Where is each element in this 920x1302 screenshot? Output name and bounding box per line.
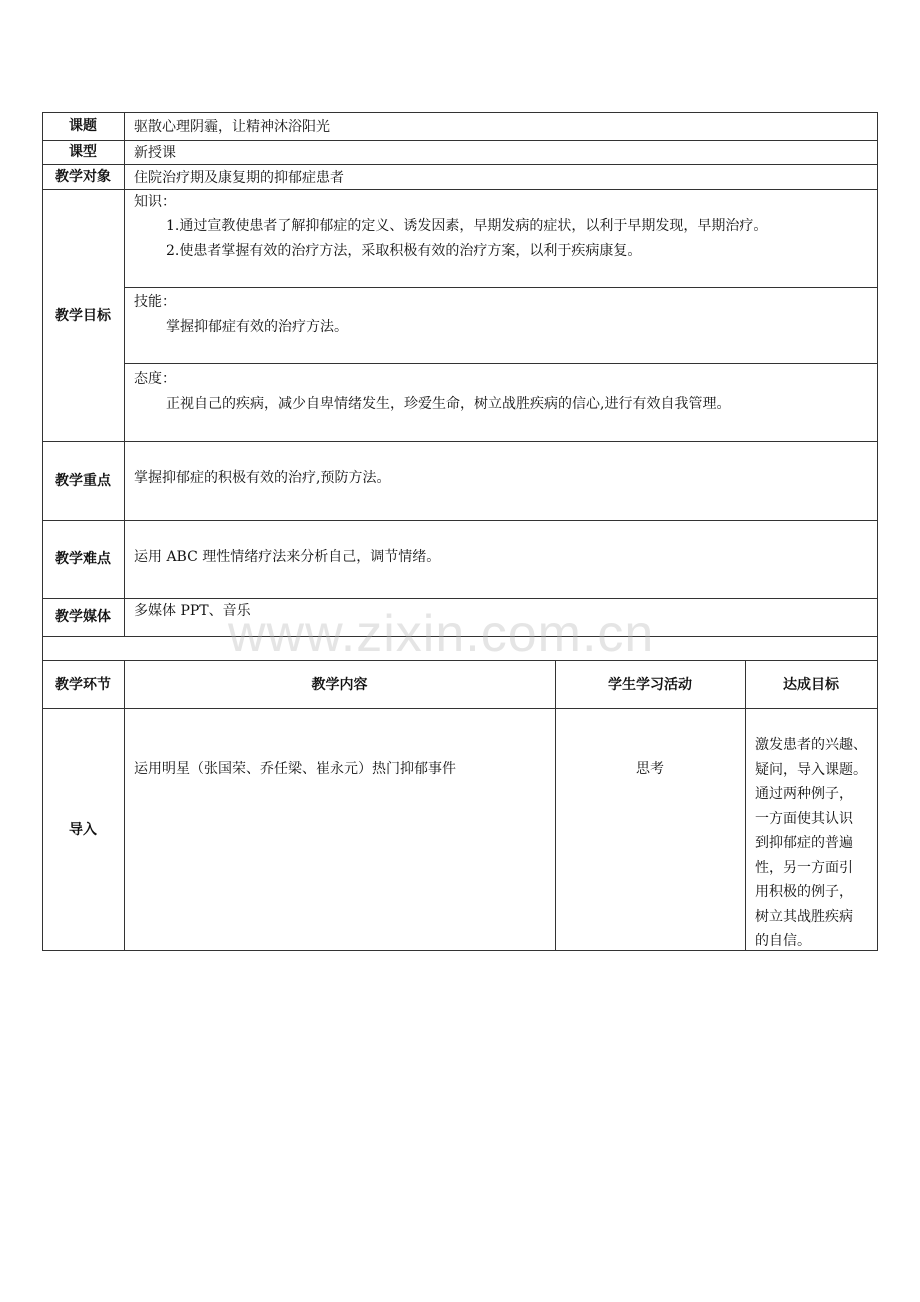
goal-line: 的自信。: [755, 933, 811, 949]
goal-line: 树立其战胜疾病: [755, 908, 853, 925]
goal-line: 激发患者的兴趣、: [755, 737, 867, 753]
media-label: 教学媒体: [55, 609, 111, 625]
header-goal: 达成目标: [783, 677, 839, 693]
rule: [42, 598, 878, 599]
key-point-label: 教学重点: [55, 473, 111, 489]
media-value: 多媒体 PPT、音乐: [134, 603, 251, 619]
header-stage: 教学环节: [55, 677, 111, 693]
knowledge-heading: 知识：: [134, 194, 176, 210]
header-activity: 学生学习活动: [608, 677, 692, 693]
goal-line: 到抑郁症的普遍: [755, 835, 853, 851]
rule: [42, 112, 878, 113]
rule: [42, 164, 878, 165]
rule: [124, 660, 125, 950]
skill-item: 掌握抑郁症有效的治疗方法。: [166, 319, 348, 335]
rule: [124, 363, 878, 364]
topic-value: 驱散心理阴霾，让精神沐浴阳光: [134, 119, 330, 135]
skill-heading: 技能：: [134, 294, 176, 310]
rule: [555, 660, 556, 950]
goal-line: 疑问，导入课题。: [755, 761, 867, 778]
goal-line: 一方面使其认识: [755, 810, 853, 827]
rule: [877, 112, 878, 951]
attitude-heading: 态度：: [134, 371, 176, 387]
goal-line: 通过两种例子，: [755, 786, 853, 802]
rule: [745, 660, 746, 950]
activity-cell: 思考: [636, 761, 664, 777]
type-value: 新授课: [134, 145, 176, 161]
audience-value: 住院治疗期及康复期的抑郁症患者: [134, 170, 344, 186]
rule: [124, 112, 125, 636]
topic-label: 课题: [69, 118, 97, 134]
attitude-item: 正视自己的疾病，减少自卑情绪发生，珍爱生命，树立战胜疾病的信心,进行有效自我管理。: [166, 396, 731, 412]
audience-label: 教学对象: [55, 169, 111, 185]
rule: [42, 950, 878, 951]
content-cell: 运用明星（张国荣、乔任梁、崔永元）热门抑郁事件: [134, 761, 456, 777]
header-content: 教学内容: [311, 677, 368, 693]
stage-cell: 导入: [69, 822, 97, 838]
rule: [124, 287, 878, 288]
type-label: 课型: [69, 144, 97, 160]
knowledge-item: 2.使患者掌握有效的治疗方法，采取积极有效的治疗方案，以利于疾病康复。: [166, 243, 642, 259]
rule: [42, 520, 878, 521]
goal-line: 性，另一方面引: [755, 859, 853, 876]
objectives-label: 教学目标: [55, 308, 111, 324]
difficulty-label: 教学难点: [55, 551, 111, 567]
rule: [42, 140, 878, 141]
knowledge-item: 1.通过宣教使患者了解抑郁症的定义、诱发因素，早期发病的症状，以利于早期发现，早期治疗。: [166, 218, 768, 234]
rule: [42, 441, 878, 442]
difficulty-value: 运用 ABC 理性情绪疗法来分析自己，调节情绪。: [134, 549, 441, 565]
watermark: www.zixin.com.cn: [228, 605, 655, 663]
key-point-value: 掌握抑郁症的积极有效的治疗,预防方法。: [134, 470, 391, 486]
rule: [42, 708, 878, 709]
rule: [42, 189, 878, 190]
goal-line: 用积极的例子，: [755, 884, 853, 900]
goal-cell: [755, 733, 867, 954]
